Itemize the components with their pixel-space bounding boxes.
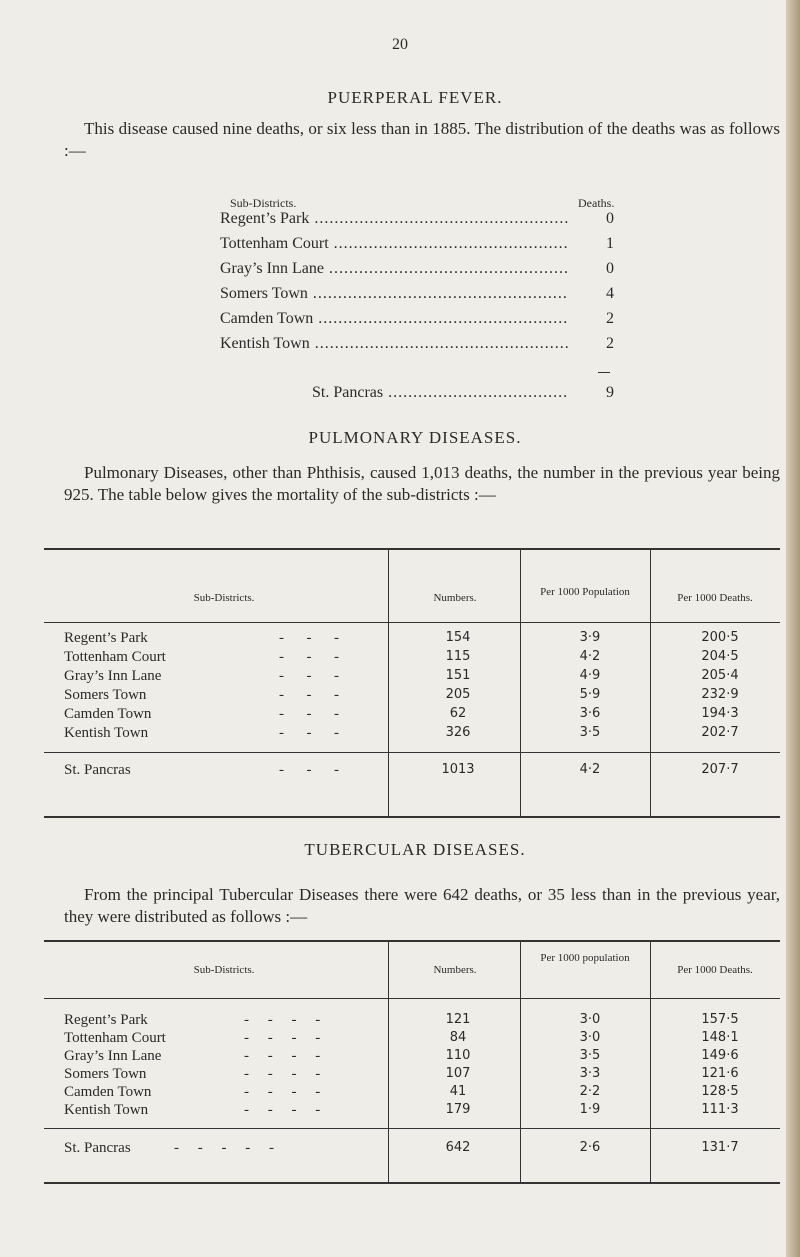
per-deaths-cell: 204·5 xyxy=(701,649,739,664)
table-row xyxy=(64,706,784,724)
per-deaths-cell: 205·4 xyxy=(701,668,739,683)
leader-dashes: - - - xyxy=(279,630,339,646)
puerperal-col-district: Sub-Districts. xyxy=(230,196,297,210)
per-population-cell: 3·5 xyxy=(579,725,601,740)
per-deaths-cell: 202·7 xyxy=(701,725,739,740)
per-deaths-cell: 128·5 xyxy=(701,1084,739,1099)
table-row xyxy=(64,1066,784,1084)
numbers-cell: 326 xyxy=(445,725,471,740)
numbers-cell: 115 xyxy=(445,649,471,664)
numbers-cell: 205 xyxy=(445,687,471,702)
table-bottom-rule xyxy=(44,816,780,818)
deaths-value: 2 xyxy=(606,310,614,327)
table-bottom-rule xyxy=(44,1182,780,1184)
per-population-cell: 3·3 xyxy=(579,1066,601,1081)
district-name: Regent’s Park xyxy=(64,630,148,646)
per-deaths-cell: 121·6 xyxy=(701,1066,739,1081)
table-row xyxy=(64,1102,784,1120)
district-name: Somers Town xyxy=(64,1066,147,1082)
puerperal-total-row xyxy=(220,384,620,408)
puerperal-row xyxy=(220,335,620,359)
table-row xyxy=(64,1048,784,1066)
leader-dashes: - - - - xyxy=(244,1066,321,1082)
table-row xyxy=(64,668,784,686)
district-name: Gray’s Inn Lane xyxy=(64,1048,162,1064)
per-population-cell: 1·9 xyxy=(579,1102,601,1117)
numbers-cell: 154 xyxy=(445,630,471,645)
district-name: Kentish Town ..... xyxy=(220,335,568,353)
puerperal-row xyxy=(220,285,620,309)
per-population-cell: 4·9 xyxy=(579,668,601,683)
per-population-cell: 3·9 xyxy=(579,630,601,645)
deaths-value: 1 xyxy=(606,235,614,252)
total-name: St. Pancras xyxy=(64,762,131,778)
per-deaths-cell: 148·1 xyxy=(701,1030,739,1045)
deaths-value: 4 xyxy=(606,285,614,302)
district-name: Regent’s Park xyxy=(64,1012,148,1028)
district-name: Camden Town xyxy=(64,1084,152,1100)
puerperal-col-deaths: Deaths. xyxy=(578,196,615,210)
puerperal-heading: PUERPERAL FEVER. xyxy=(327,88,503,107)
district-name: Camden Town ..... xyxy=(220,310,568,328)
per-deaths-cell: 232·9 xyxy=(701,687,739,702)
district-name: Regent’s Park ..... xyxy=(220,210,568,228)
district-name: Somers Town ..... xyxy=(220,285,568,303)
leader-dashes: - - - - xyxy=(244,1048,321,1064)
per-population-cell: 3·6 xyxy=(579,706,601,721)
pulmonary-heading: PULMONARY DISEASES. xyxy=(308,428,522,447)
district-name: Gray’s Inn Lane xyxy=(64,668,162,684)
col-header-numbers: Numbers. xyxy=(433,964,477,976)
leader-dashes: - - - xyxy=(279,649,339,665)
table-row xyxy=(64,1012,784,1030)
numbers-cell: 151 xyxy=(445,668,471,683)
col-header-district: Sub-Districts. xyxy=(193,592,255,604)
leader-dashes: - - - - xyxy=(244,1030,321,1046)
total-row xyxy=(64,1140,784,1158)
table-top-rule xyxy=(44,548,780,550)
table-row xyxy=(64,687,784,705)
tubercular-heading: TUBERCULAR DISEASES. xyxy=(304,840,526,859)
per-population-cell: 5·9 xyxy=(579,687,601,702)
puerperal-paragraph: This disease caused nine deaths, or six less than in 1885. The distribution of the deaths was as follows :— xyxy=(64,119,780,160)
puerperal-row xyxy=(220,210,620,234)
numbers-cell: 179 xyxy=(445,1102,471,1117)
district-name: Somers Town xyxy=(64,687,147,703)
table-row xyxy=(64,630,784,648)
district-name: Camden Town xyxy=(64,706,152,722)
table-row xyxy=(64,725,784,743)
leader-dashes: - - - xyxy=(279,687,339,703)
col-header-per-population: Per 1000 population xyxy=(540,952,630,964)
deaths-value: 2 xyxy=(606,335,614,352)
puerperal-row xyxy=(220,310,620,334)
numbers-cell: 41 xyxy=(449,1084,467,1099)
total-per-population: 2·6 xyxy=(579,1140,601,1155)
leader-dashes: - - - xyxy=(279,668,339,684)
leader-dashes: - - - xyxy=(279,725,339,741)
per-deaths-cell: 194·3 xyxy=(701,706,739,721)
per-population-cell: 2·2 xyxy=(579,1084,601,1099)
leader-dashes: - - - xyxy=(279,706,339,722)
numbers-cell: 84 xyxy=(449,1030,467,1045)
total-rule xyxy=(44,752,780,753)
numbers-cell: 62 xyxy=(449,706,467,721)
numbers-cell: 107 xyxy=(445,1066,471,1081)
col-header-per-deaths: Per 1000 Deaths. xyxy=(677,964,753,976)
leader-dashes: - - - - xyxy=(244,1102,321,1118)
per-population-cell: 3·0 xyxy=(579,1030,601,1045)
total-rule xyxy=(598,372,610,373)
tubercular-paragraph: From the principal Tubercular Diseases there were 642 deaths, or 35 less than in the previous year, they were distributed as follows :— xyxy=(64,885,780,926)
district-name: Gray’s Inn Lane ..... xyxy=(220,260,568,278)
total-per-deaths: 131·7 xyxy=(701,1140,739,1155)
deaths-value: 0 xyxy=(606,210,614,227)
total-name: St. Pancras xyxy=(64,1140,131,1156)
numbers-cell: 110 xyxy=(445,1048,471,1063)
district-name: Tottenham Court ..... xyxy=(220,235,568,253)
puerperal-row xyxy=(220,260,620,284)
header-rule xyxy=(44,998,780,999)
per-population-cell: 3·5 xyxy=(579,1048,601,1063)
table-top-rule xyxy=(44,940,780,942)
total-numbers: 1013 xyxy=(441,762,475,777)
page-edge xyxy=(786,0,800,1257)
table-row xyxy=(64,1084,784,1102)
total-row xyxy=(64,762,784,780)
leader-dashes: - - - - xyxy=(244,1012,321,1028)
table-row xyxy=(64,1030,784,1048)
district-name: Tottenham Court xyxy=(64,649,166,665)
total-rule xyxy=(44,1128,780,1129)
district-name: Kentish Town xyxy=(64,725,149,741)
col-header-per-deaths: Per 1000 Deaths. xyxy=(677,592,753,604)
total-numbers: 642 xyxy=(445,1140,471,1155)
leader-dashes: - - - - - xyxy=(174,1140,274,1156)
per-deaths-cell: 200·5 xyxy=(701,630,739,645)
col-header-per-population: Per 1000 Population xyxy=(540,586,630,598)
total-name: St. Pancras ..... xyxy=(312,384,568,402)
leader-dashes: - - - xyxy=(279,762,339,778)
deaths-value: 0 xyxy=(606,260,614,277)
pulmonary-paragraph: Pulmonary Diseases, other than Phthisis, caused 1,013 deaths, the number in the previous year being 925. The table below gives the mortality of the sub-districts :— xyxy=(64,463,780,504)
page-number: 20 xyxy=(392,36,408,53)
per-population-cell: 4·2 xyxy=(579,649,601,664)
col-header-district: Sub-Districts. xyxy=(193,964,255,976)
per-population-cell: 3·0 xyxy=(579,1012,601,1027)
header-rule xyxy=(44,622,780,623)
total-deaths: 9 xyxy=(606,384,614,401)
leader-dashes: - - - - xyxy=(244,1084,321,1100)
col-header-numbers: Numbers. xyxy=(433,592,477,604)
district-name: Kentish Town xyxy=(64,1102,149,1118)
per-deaths-cell: 157·5 xyxy=(701,1012,739,1027)
per-deaths-cell: 111·3 xyxy=(701,1102,739,1117)
table-row xyxy=(64,649,784,667)
total-per-deaths: 207·7 xyxy=(701,762,739,777)
district-name: Tottenham Court xyxy=(64,1030,166,1046)
puerperal-row xyxy=(220,235,620,259)
total-per-population: 4·2 xyxy=(579,762,601,777)
numbers-cell: 121 xyxy=(445,1012,471,1027)
per-deaths-cell: 149·6 xyxy=(701,1048,739,1063)
